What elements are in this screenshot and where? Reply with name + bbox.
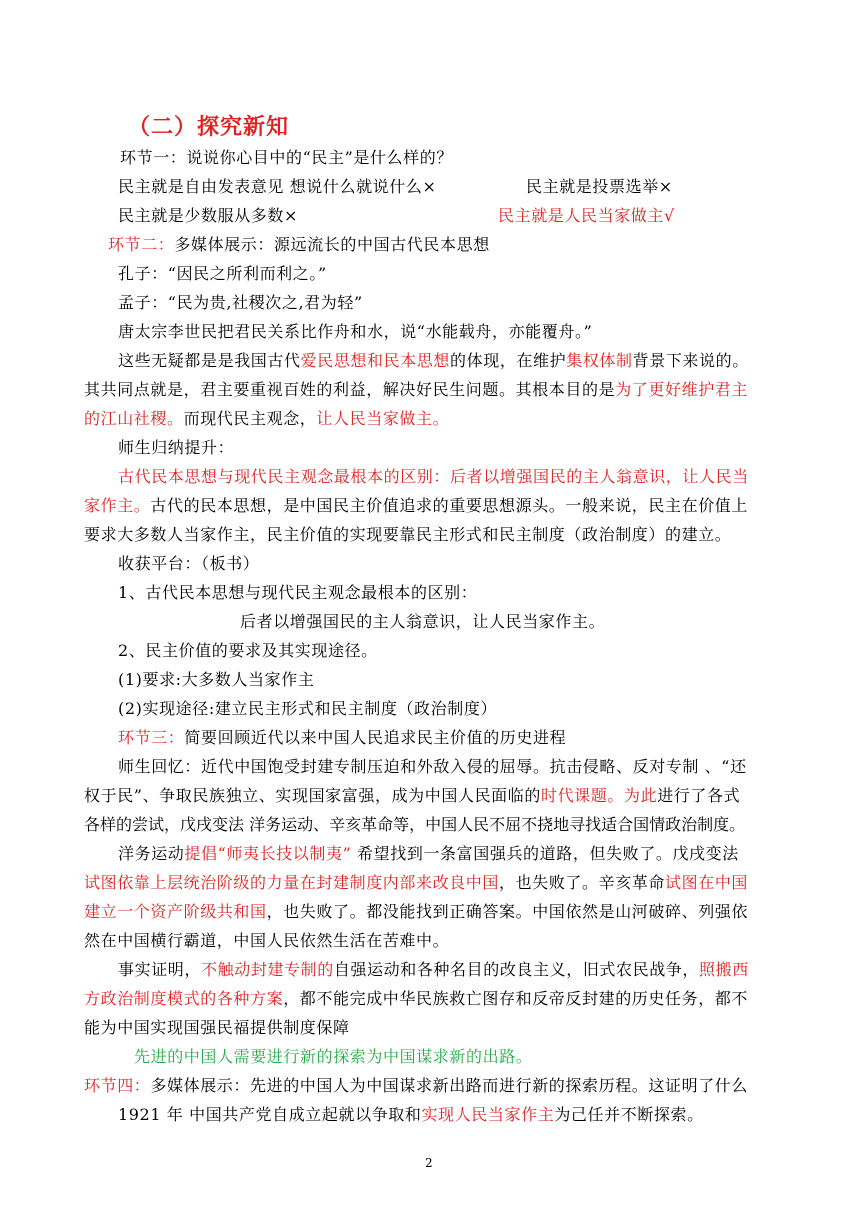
highlight-run: 试图在中国 [665,873,749,892]
s2-para-line-2 [84,378,748,402]
quote-mencius: 孟子：“民为贵,社稷次之,君为轻” [118,293,363,312]
s1-option-4: 民主就是人民当家做主√ [498,206,675,225]
highlight-run: 家作主。 [84,496,151,515]
s2-label: 环节二： [108,235,175,254]
text-run: 的体现，在维护 [450,351,567,370]
s3-heading [118,726,566,750]
summary-line-1: 古代民本思想与现代民主观念最根本的区别：后者以增强国民的主人翁意识，让人民当 [118,467,749,486]
section-heading: （二）探究新知 [128,115,290,140]
highlight-run: 不触动封建专制的 [201,960,334,979]
s3-para1-line-1: 师生回忆：近代中国饱受封建专制压迫和外敌入侵的屈辱。抗击侵略、反对专制 、“还 [118,757,747,776]
board-item-1-answer: 后者以增强国民的主人翁意识，让人民当家作主。 [240,612,606,631]
text-run: ，都不能完成中华民族救亡图存和反帝反封建的历史任务，都不 [283,989,749,1008]
s1-option-2: 民主就是投票选举× [526,177,673,196]
highlight-run: 实现人民当家作主 [421,1105,555,1124]
board-item-2b: (2)实现途径:建立民主形式和民主制度（政治制度） [118,699,498,718]
highlight-run: 为了更好维护君主 [615,380,749,399]
highlight-run: 提倡“师夷长技以制夷” [184,844,352,863]
summary-line-3: 要求大多数人当家作主，民主价值的实现要靠民主形式和民主制度（政治制度）的建立。 [84,525,732,544]
text-run: 洋务运动 [118,844,185,863]
highlight-run: 让人民当家做主。 [316,409,450,428]
summary-label: 师生归纳提升： [118,438,235,457]
text-run: 背景下来说的。 [632,351,749,370]
highlight-run: 的江山社稷。 [84,409,184,428]
s3-para3-line-1 [118,958,749,982]
s4-para-line-1 [118,1103,704,1127]
s3-para2-line-1 [118,842,739,866]
s3-para1-line-3: 各样的尝试，戊戌变法 洋务运动、辛亥革命等，中国人民不屈不挠地寻找适合国情政治制度。 [84,815,746,834]
s1-option-3: 民主就是少数服从多数× [118,206,299,225]
highlight-run: 爱民思想和民本思想 [300,351,451,370]
s3-para3-line-3: 能为中国实现国强民福提供制度保障 [84,1018,350,1037]
highlight-run: 方政治制度模式的各种方案 [84,989,284,1008]
s1-option-1: 民主就是自由发表意见 想说什么就说什么× [118,177,437,196]
text-run: ，也失败了。辛亥革命 [499,873,666,892]
text-run: 事实证明， [118,960,202,979]
text-run: 为己任并不断探索。 [554,1105,704,1124]
page-number: 2 [425,1156,433,1170]
board-label: 收获平台：（板书） [118,554,260,573]
text-run: 而现代民主观念， [183,409,317,428]
text-run: 进行了各式 [657,786,741,805]
s2-para-line-3 [84,407,449,431]
s3-para2-line-2 [84,871,748,895]
text-run: 这些无疑都是是我国古代 [118,351,301,370]
highlight-run: 建立一个资产阶级共和国 [84,902,267,921]
s3-para3-line-2 [84,987,748,1011]
board-item-2a: (1)要求:大多数人当家作主 [118,670,315,689]
text-run: 自强运动和各种名目的改良主义，旧式农民战争， [333,960,700,979]
text-run: 其共同点就是，君主要重视百姓的利益，解决好民生问题。其根本目的是 [84,380,616,399]
quote-taizong: 唐太宗李世民把君民关系比作舟和水，说“水能载舟，亦能覆舟。” [118,322,593,341]
text-run: 古代的民本思想，是中国民主价值追求的重要思想源头。一般来说，民主在价值上 [150,496,749,515]
board-item-1: 1、古代民本思想与现代民主观念最根本的区别： [118,583,478,602]
highlight-run: 试图依靠上层统治阶级的力量在封建制度内部来改良中国 [84,873,500,892]
s2-heading [108,233,490,257]
text-run: 希望找到一条富国强兵的道路，但失败了。戊戌变法 [351,844,739,863]
s2-para-line-1 [118,349,749,373]
highlight-run: 集权体制 [566,351,633,370]
quote-confucius: 孔子：“因民之所利而利之。” [118,264,327,283]
text-run: 权于民”、争取民族独立、实现国家富强，成为中国人民面临的 [84,786,541,805]
highlight-run: 照搬西 [699,960,749,979]
board-item-2: 2、民主价值的要求及其实现途径。 [118,641,378,660]
s3-para2-line-4: 然在中国横行霸道，中国人民依然生活在苦难中。 [84,931,450,950]
s4-label: 环节四： [84,1076,151,1095]
s3-title: 简要回顾近代以来中国人民追求民主价值的历史进程 [184,728,567,747]
s1-label: 环节一：说说你心目中的“民主”是什么样的？ [120,148,453,167]
s4-heading [84,1074,748,1098]
s2-title: 多媒体展示：源远流长的中国古代民本思想 [174,235,490,254]
s3-para1-line-2 [84,784,740,808]
summary-line-2 [84,494,748,518]
s3-label: 环节三： [118,728,185,747]
s4-title: 多媒体展示：先进的中国人为中国谋求新出路而进行新的探索历程。这证明了什么 [150,1076,749,1095]
highlight-run: 时代课题。为此 [540,786,658,805]
text-run: 1921 年 中国共产党自成立起就以争取和 [118,1105,422,1124]
s3-para2-line-3 [84,900,748,924]
s3-green-conclusion: 先进的中国人需要进行新的探索为中国谋求新的出路。 [134,1047,533,1066]
text-run: ，也失败了。都没能找到正确答案。中国依然是山河破碎、列强依 [266,902,749,921]
